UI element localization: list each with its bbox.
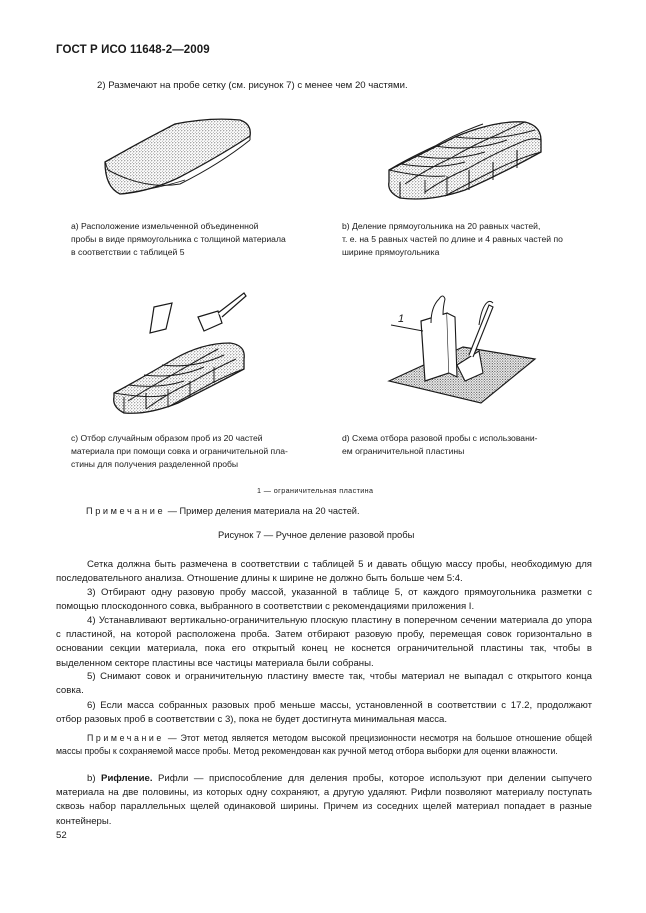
figure-b-grid-sample [385, 112, 555, 202]
caption-c-line-1: с) Отбор случайным образом проб из 20 частей [71, 433, 263, 443]
figure-title: Рисунок 7 — Ручное деление разовой пробы [218, 529, 415, 540]
paragraph-step-5-text: 5) Снимают совок и ограничительную пластину вместе так, чтобы материал не выпадал с открытого конца совка. [56, 671, 592, 697]
figure-a-flat-sample [100, 112, 260, 197]
paragraph-step-4 [56, 614, 592, 671]
paragraph-step-6-text: 6) Если масса собранных разовых проб меньше массы, установленной в соответствии с 17.2, продолжают отбор разовых проб в соответствии с 3), пока не будет достигнута минимальная масса. [56, 700, 592, 726]
caption-a-line-3: в соответствии с таблицей 5 [71, 247, 185, 257]
paragraph-step-4-text: 4) Устанавливают вертикально-ограничительную плоскую пластину в поперечном сечении материала до упора с пластиной, на которой расположена проба. Затем отбирают разовую пробу, перемещая совок горизонтально в основании секции материала, пока его открытый конец не коснется ограничительной пластины так, чтобы в выделенном секторе пластины все частицы материала были собраны. [56, 615, 592, 669]
caption-d [342, 432, 602, 458]
caption-d-line-2: ем ограничительной пластины [342, 446, 465, 456]
figure-note [86, 504, 360, 518]
note-precision-label: Примечание [87, 733, 164, 743]
paragraph-step-5 [56, 670, 592, 698]
figure-note-text: — Пример деления материала на 20 частей. [165, 506, 360, 516]
figure-d-label: 1 [398, 313, 405, 325]
paragraph-step-6 [56, 699, 592, 727]
riffle-term: Рифление. [101, 773, 153, 784]
intro-line: 2) Размечают на пробе сетку (см. рисунок 7) с менее чем 20 частями. [97, 80, 408, 91]
caption-c-line-3: стины для получения разделенной пробы [71, 459, 239, 469]
caption-c-line-2: материала при помощи совка и ограничительной пла- [71, 446, 288, 456]
document-header: ГОСТ Р ИСО 11648-2—2009 [56, 44, 210, 56]
figure-d-limiting-plate-scheme [385, 285, 555, 410]
caption-b-line-2: т. е. на 5 равных частей по длине и 4 равных частей по [342, 234, 563, 244]
paragraph-riffle [56, 772, 592, 829]
riffle-lead: b) [87, 773, 102, 784]
caption-b-line-1: b) Деление прямоугольника на 20 равных частей, [342, 221, 541, 231]
page-number: 52 [56, 830, 67, 841]
paragraph-step-3-text: 3) Отбирают одну разовую пробу массой, указанной в таблице 5, от каждого прямоугольника разметки с помощью плоскодонного совка, выбранного в соответствии с рекомендациями приложения I. [56, 587, 592, 613]
caption-b [342, 220, 602, 259]
note-precision-text: — Этот метод является методом высокой прецизионности несмотря на большое отношение общей массы пробы к сохраняемой массе пробы. Метод рекомендован как ручной метод отбора выборки для оценки влажности. [56, 733, 592, 757]
figure-note-label: Примечание [86, 506, 166, 516]
caption-d-line-1: d) Схема отбора разовой пробы с использовани- [342, 433, 538, 443]
paragraph-grid [56, 558, 592, 586]
note-precision [56, 732, 592, 758]
caption-a-line-2: пробы в виде прямоугольника с толщиной материала [71, 234, 286, 244]
riffle-text: Рифли — приспособление для деления пробы, которое используют при делении сыпучего материала на две половины, из которых одну сохраняют, а другую удаляют. Рифли позволяют материалу поступать сквозь набор параллельных щелей одинаковой ширины. Причем из соседних щелей материал попадает в разные контейнеры. [56, 773, 592, 827]
caption-a-line-1: а) Расположение измельченной объединенной [71, 221, 259, 231]
figure-c-scoop-sampling [110, 285, 270, 420]
paragraph-step-3 [56, 586, 592, 614]
figure-legend: 1 — ограничительная пластина [257, 486, 374, 495]
caption-a [71, 220, 311, 259]
paragraph-grid-text: Сетка должна быть размечена в соответствии с таблицей 5 и давать общую массу пробы, необходимую для последовательного анализа. Отношение длины к ширине не должно быть больше чем 5:4. [56, 559, 592, 585]
caption-b-line-3: ширине прямоугольника [342, 247, 440, 257]
caption-c [71, 432, 311, 471]
